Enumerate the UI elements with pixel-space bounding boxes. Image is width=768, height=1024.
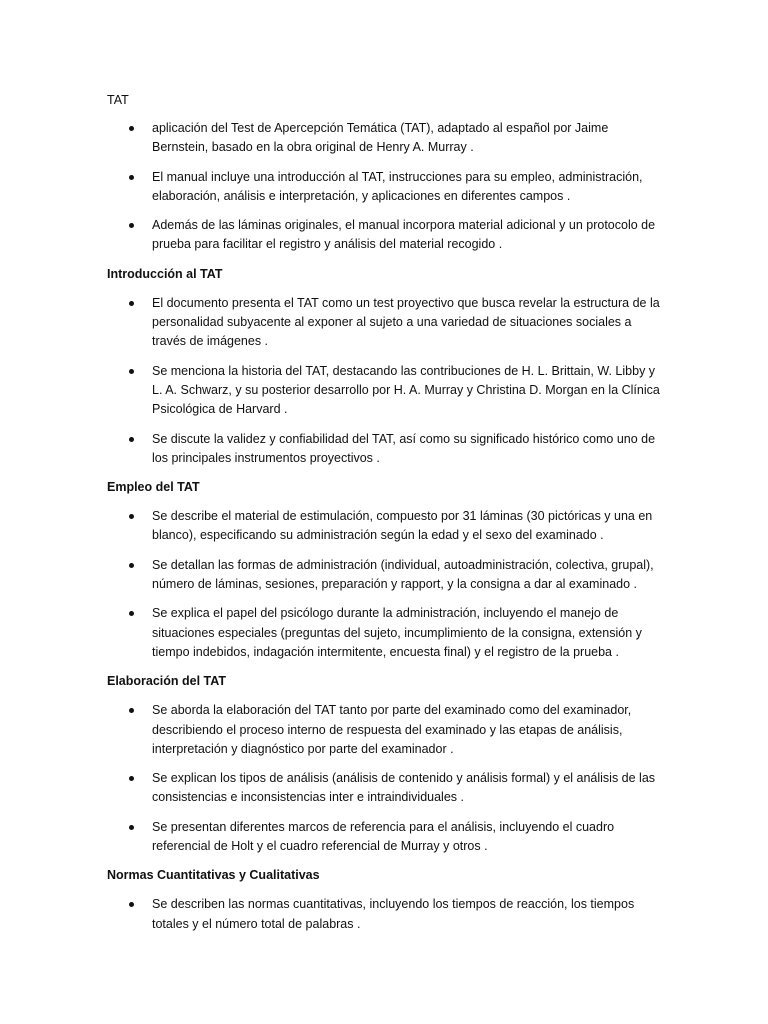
list-item [107,818,667,857]
list-item-text: Se describe el material de estimulación, compuesto por 31 láminas (30 pictóricas y una en blanco), especificando su administración según la edad y el sexo del examinado . [152,509,653,543]
bullet-icon [129,437,134,442]
document-title: TAT [107,93,129,107]
list-item-text: Se discute la validez y confiabilidad del TAT, así como su significado histórico como uno de los principales instrumentos proyectivos . [152,431,656,465]
bullet-icon [129,514,134,519]
list-item [107,430,667,469]
section-heading: Empleo del TAT [107,480,200,495]
list-item-text: Se detallan las formas de administración (individual, autoadministración, colectiva, grupal), número de láminas, sesiones, preparación y rapport, y la consigna a dar al examinado . [152,557,654,592]
list-item [107,895,667,934]
section-heading: Introducción al TAT [107,266,223,281]
list-item [107,556,667,595]
document-content [107,91,667,944]
list-item [107,119,667,158]
list-item [107,507,667,546]
bullet-icon [129,902,134,907]
section-list [107,895,667,934]
bullet-icon [129,563,134,568]
section-list [107,701,667,856]
list-item [107,362,667,420]
list-item [107,294,667,352]
bullet-icon [129,175,134,180]
list-item-text: Se explican los tipos de análisis (análisis de contenido y análisis formal) y el análisis de las consistencias e inconsistencias inter e intraindividuales . [152,771,656,805]
bullet-icon [129,825,134,830]
bullet-icon [129,126,134,131]
list-item [107,701,667,759]
list-item [107,604,667,662]
list-item [107,769,667,808]
section-list [107,507,667,662]
intro-list [107,119,667,255]
bullet-icon [129,301,134,306]
list-item-text: Se menciona la historia del TAT, destacando las contribuciones de H. L. Brittain, W. Libby y L. A. Schwarz, y su posterior desarrollo por H. A. Murray y Christina D. Morgan en la Clínica Psicológica de Harvard . [152,363,660,417]
list-item-text: Se presentan diferentes marcos de referencia para el análisis, incluyendo el cuadro referencial de Holt y el cuadro referencial de Murray y otros . [152,819,615,854]
list-item-text: Además de las láminas originales, el manual incorpora material adicional y un protocolo de prueba para facilitar el registro y análisis del material recogido . [152,218,656,252]
list-item [107,168,667,207]
list-item-text: Se explica el papel del psicólogo durante la administración, incluyendo el manejo de situaciones especiales (preguntas del sujeto, incumplimiento de la consigna, extensión y tiempo indebidos, indagación intermitente, encuesta final) y el registro de la prueba . [152,606,642,659]
list-item [107,216,667,255]
bullet-icon [129,611,134,616]
bullet-icon [129,223,134,228]
section-heading: Normas Cuantitativas y Cualitativas [107,868,320,883]
section-heading: Elaboración del TAT [107,674,226,689]
section-list [107,294,667,468]
list-item-text: aplicación del Test de Apercepción Temática (TAT), adaptado al español por Jaime Bernstein, basado en la obra original de Henry A. Murray . [152,121,609,155]
list-item-text: El manual incluye una introducción al TAT, instrucciones para su empleo, administración, elaboración, análisis e interpretación, y aplicaciones en diferentes campos . [152,169,643,203]
list-item-text: El documento presenta el TAT como un test proyectivo que busca revelar la estructura de la personalidad subyacente al exponer al sujeto a una variedad de situaciones sociales a través de imágenes . [152,295,660,349]
list-item-text: Se describen las normas cuantitativas, incluyendo los tiempos de reacción, los tiempos totales y el número total de palabras . [152,897,635,931]
bullet-icon [129,708,134,713]
bullet-icon [129,369,134,374]
bullet-icon [129,776,134,781]
list-item-text: Se aborda la elaboración del TAT tanto por parte del examinado como del examinador, describiendo el proceso interno de respuesta del examinado y las etapas de análisis, interpretación y diagnóstico por parte del examinador . [152,703,632,756]
